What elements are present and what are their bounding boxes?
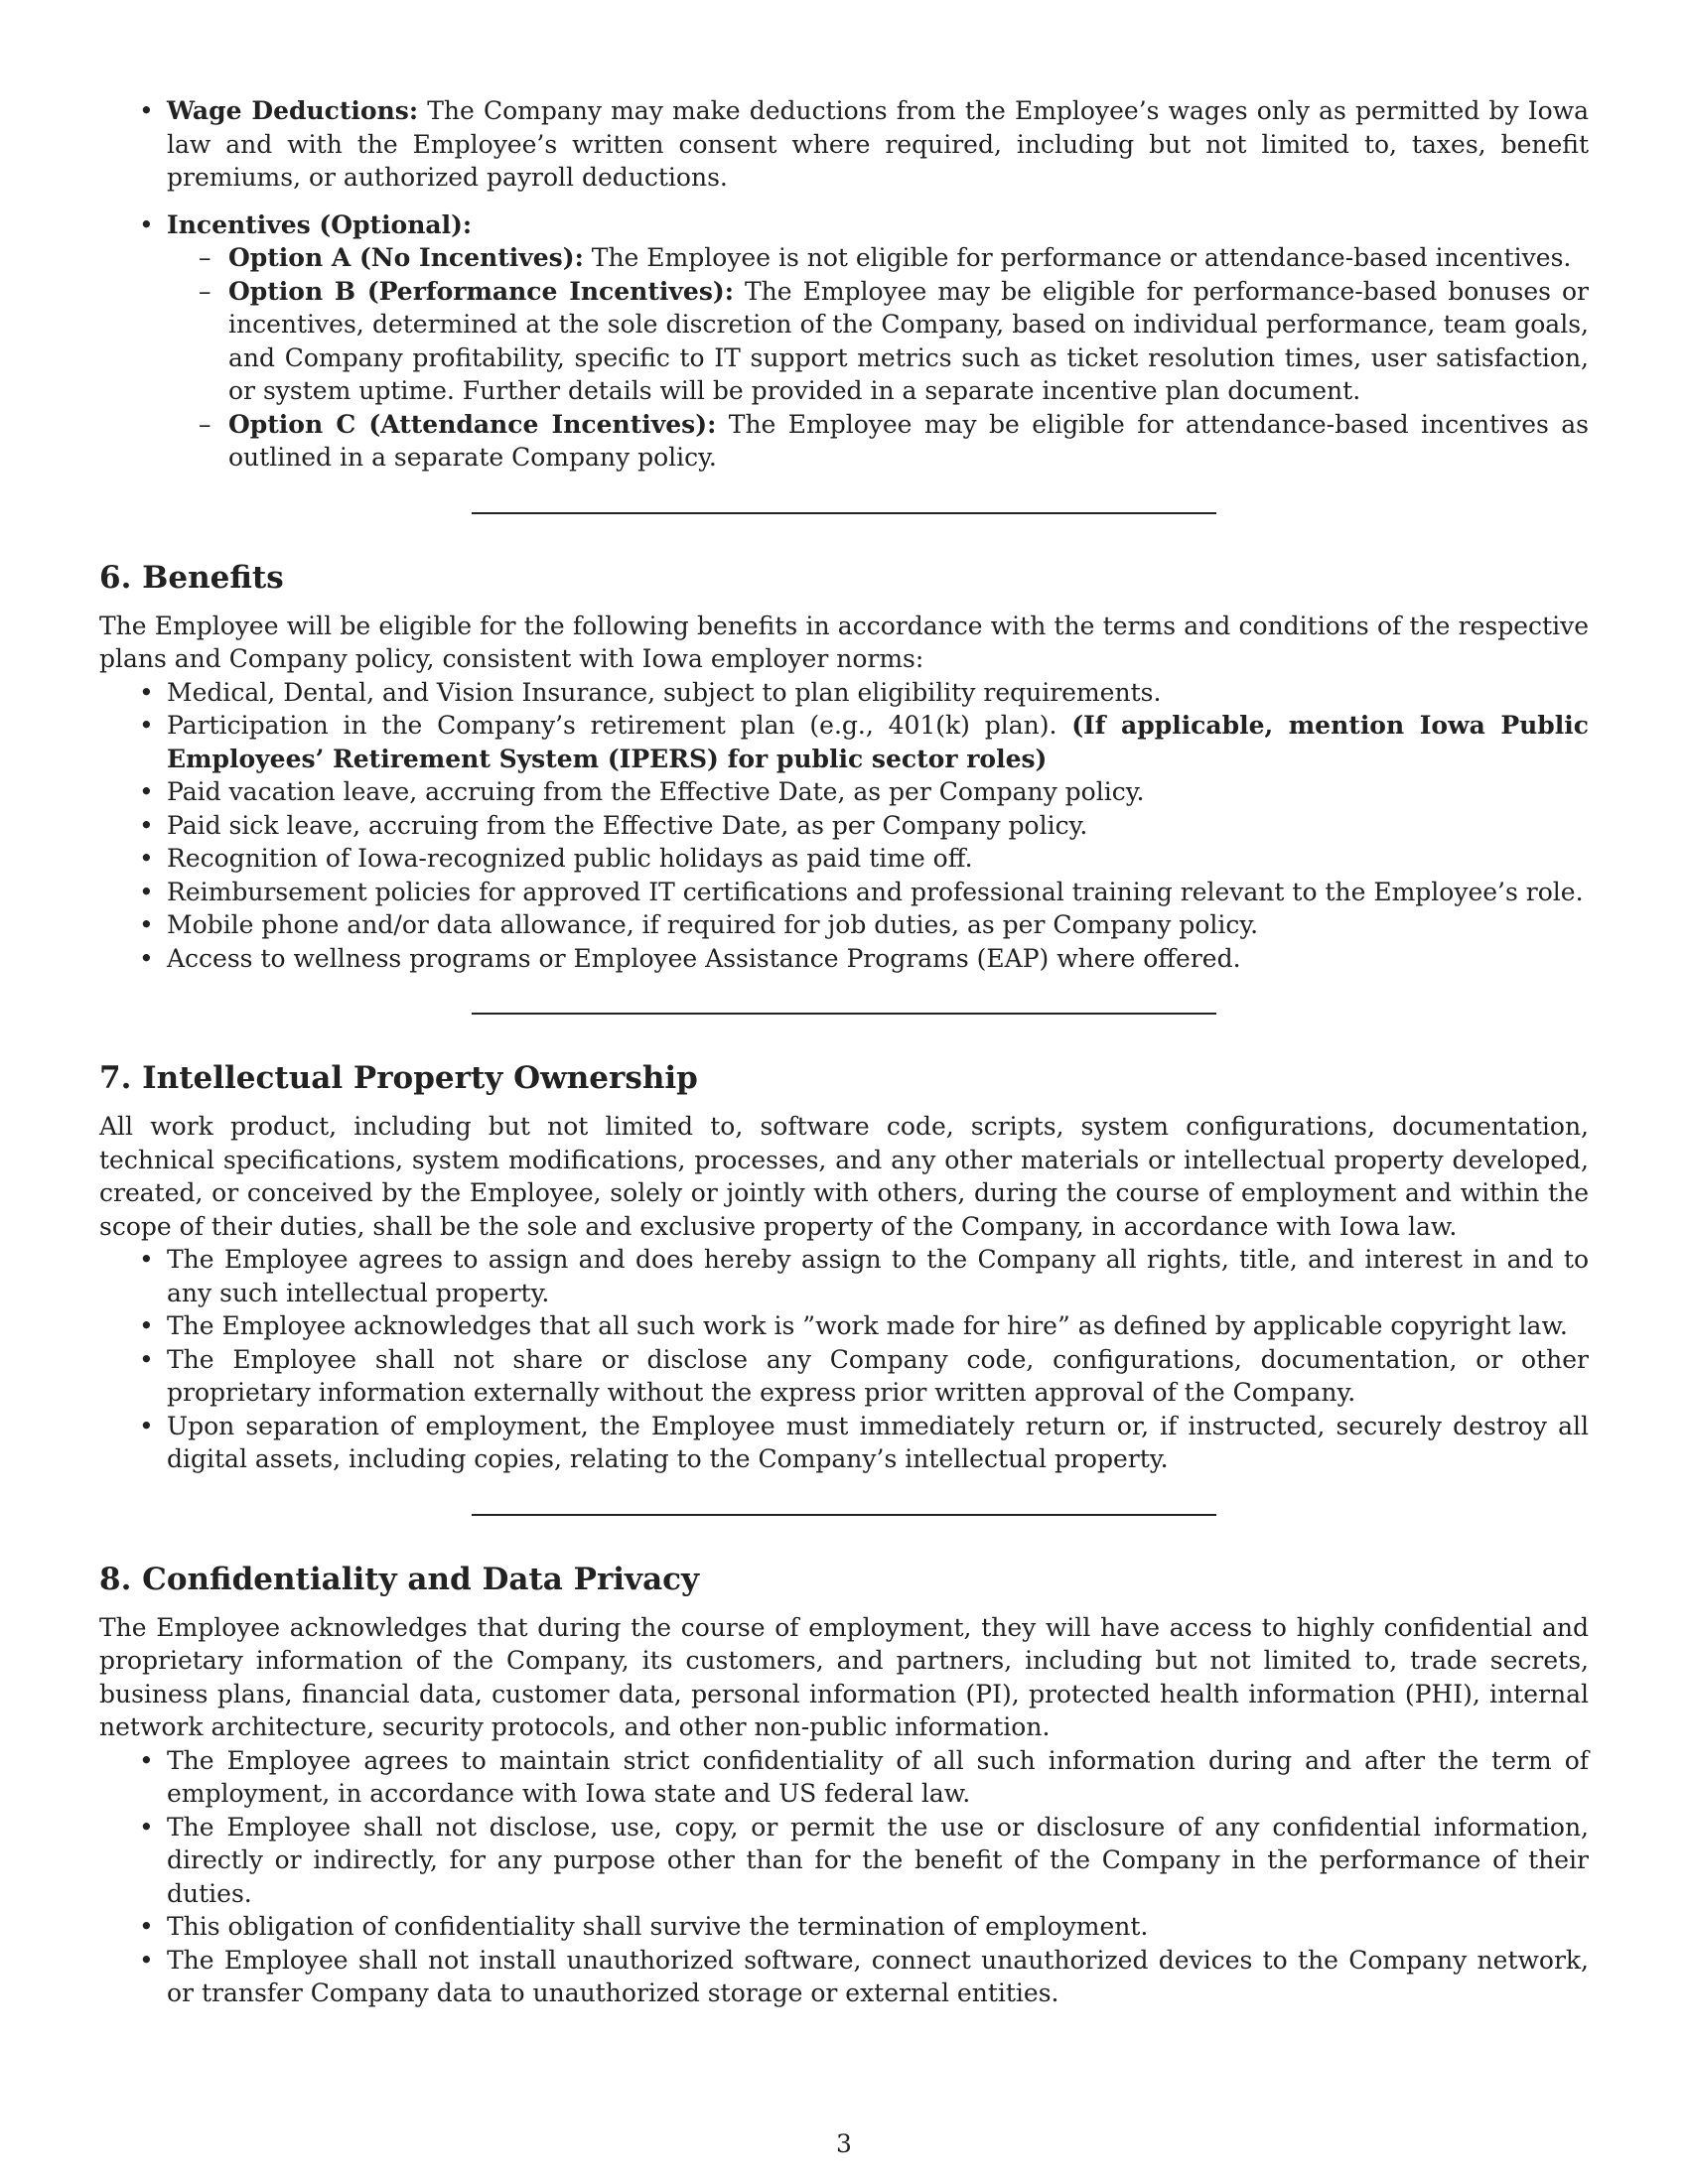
section-heading-benefits: 6. Benefits	[99, 559, 284, 596]
list-item: • Recognition of Iowa-recognized public holidays as paid time off.	[99, 842, 1589, 876]
list-item: • Upon separation of employment, the Employee must immediately return or, if instructed, securely destroy all digital assets, including copies, relating to the Company’s intellectual property.	[99, 1410, 1589, 1476]
list-item: • Medical, Dental, and Vision Insurance, subject to plan eligibility requirements.	[99, 676, 1589, 710]
list-item	[99, 94, 1589, 195]
section-divider	[472, 1013, 1216, 1015]
item-label: Incentives (Optional):	[167, 209, 473, 239]
list-item	[99, 208, 1589, 475]
confidentiality-intro: The Employee acknowledges that during the course of employment, they will have access to highly confidential and proprietary information of the Company, its customers, and partners, including but not limited to, trade secrets, business plans, financial data, customer data, personal information (PI), protected health information (PHI), internal network architecture, security protocols, and other non-public information.	[99, 1612, 1589, 1741]
list-item: • The Employee agrees to assign and does hereby assign to the Company all rights, title, and interest in and to any such intellectual property.	[99, 1243, 1589, 1309]
retirement-note: (If applicable, mention Iowa Public Employees’ Retirement System (IPERS) for public sector roles)	[167, 711, 1589, 773]
ip-list	[99, 1243, 1589, 1476]
benefits-intro: The Employee will be eligible for the following benefits in accordance with the terms and conditions of the respective plans and Company policy, consistent with Iowa employer norms:	[99, 611, 1589, 673]
section-divider	[472, 512, 1216, 514]
item-label: Wage Deductions:	[167, 96, 419, 125]
list-item	[99, 709, 1589, 775]
list-item: • Access to wellness programs or Employee Assistance Programs (EAP) where offered.	[99, 942, 1589, 976]
list-item	[167, 275, 1589, 408]
list-item: • The Employee shall not install unauthorized software, connect unauthorized devices to the Company network, or transfer Company data to unauthorized storage or external entities.	[99, 1944, 1589, 2010]
list-item: • Mobile phone and/or data allowance, if required for job duties, as per Company policy.	[99, 908, 1589, 942]
option-text: The Employee may be eligible for performance-based bonuses or incentives, determined at the sole discretion of the Company, based on individual performance, team goals, and Company profitability, specific to IT support metrics such as ticket resolution times, user satisfaction, or system uptime. Further details will be provided in a separate incentive plan document.	[228, 276, 1589, 405]
ip-intro: All work product, including but not limited to, software code, scripts, system configurations, documentation, technical specifications, system modifications, processes, and any other materials or intellectual property developed, created, or conceived by the Employee, solely or jointly with others, during the course of employment and within the scope of their duties, shall be the sole and exclusive property of the Company, in accordance with Iowa law.	[99, 1112, 1589, 1241]
option-text: The Employee is not eligible for performance or attendance-based incentives.	[591, 243, 1572, 272]
option-label: Option B (Performance Incentives):	[228, 276, 734, 306]
item-text: The Company may make deductions from the Employee’s wages only as permitted by Iowa law and with the Employee’s written consent where required, including but not limited to, taxes, benefit premiums, or authorized payroll deductions.	[167, 96, 1589, 192]
item-text: Participation in the Company’s retirement plan (e.g., 401(k) plan).	[167, 711, 1057, 740]
option-text: The Employee may be eligible for attendance-based incentives as outlined in a separate Company policy.	[228, 409, 1589, 472]
section-divider	[472, 1514, 1216, 1516]
list-item: • The Employee agrees to maintain strict confidentiality of all such information during and after the term of employment, in accordance with Iowa state and US federal law.	[99, 1744, 1589, 1811]
list-item: • This obligation of confidentiality shall survive the termination of employment.	[99, 1910, 1589, 1944]
list-item: • The Employee shall not share or disclose any Company code, configurations, documentation, or other proprietary information externally without the express prior written approval of the Company.	[99, 1343, 1589, 1410]
document-page	[99, 94, 1589, 2010]
option-label: Option C (Attendance Incentives):	[228, 409, 717, 439]
option-label: Option A (No Incentives):	[228, 243, 584, 272]
page-number: 3	[836, 2129, 852, 2158]
incentive-options-list	[167, 241, 1589, 475]
list-item: • The Employee acknowledges that all such work is ”work made for hire” as defined by applicable copyright law.	[99, 1309, 1589, 1343]
list-item	[167, 408, 1589, 475]
wages-list	[99, 94, 1589, 475]
list-item: • Paid sick leave, accruing from the Effective Date, as per Company policy.	[99, 809, 1589, 843]
confidentiality-list	[99, 1744, 1589, 2010]
list-item: • The Employee shall not disclose, use, copy, or permit the use or disclosure of any confidential information, directly or indirectly, for any purpose other than for the benefit of the Company in the performance of their duties.	[99, 1811, 1589, 1911]
section-heading-confidentiality: 8. Confidentiality and Data Privacy	[99, 1561, 700, 1597]
list-item: • Reimbursement policies for approved IT certifications and professional training relevant to the Employee’s role.	[99, 876, 1589, 909]
list-item: • Paid vacation leave, accruing from the Effective Date, as per Company policy.	[99, 775, 1589, 809]
benefits-list	[99, 676, 1589, 976]
section-heading-ip: 7. Intellectual Property Ownership	[99, 1060, 698, 1096]
list-item	[167, 241, 1589, 275]
